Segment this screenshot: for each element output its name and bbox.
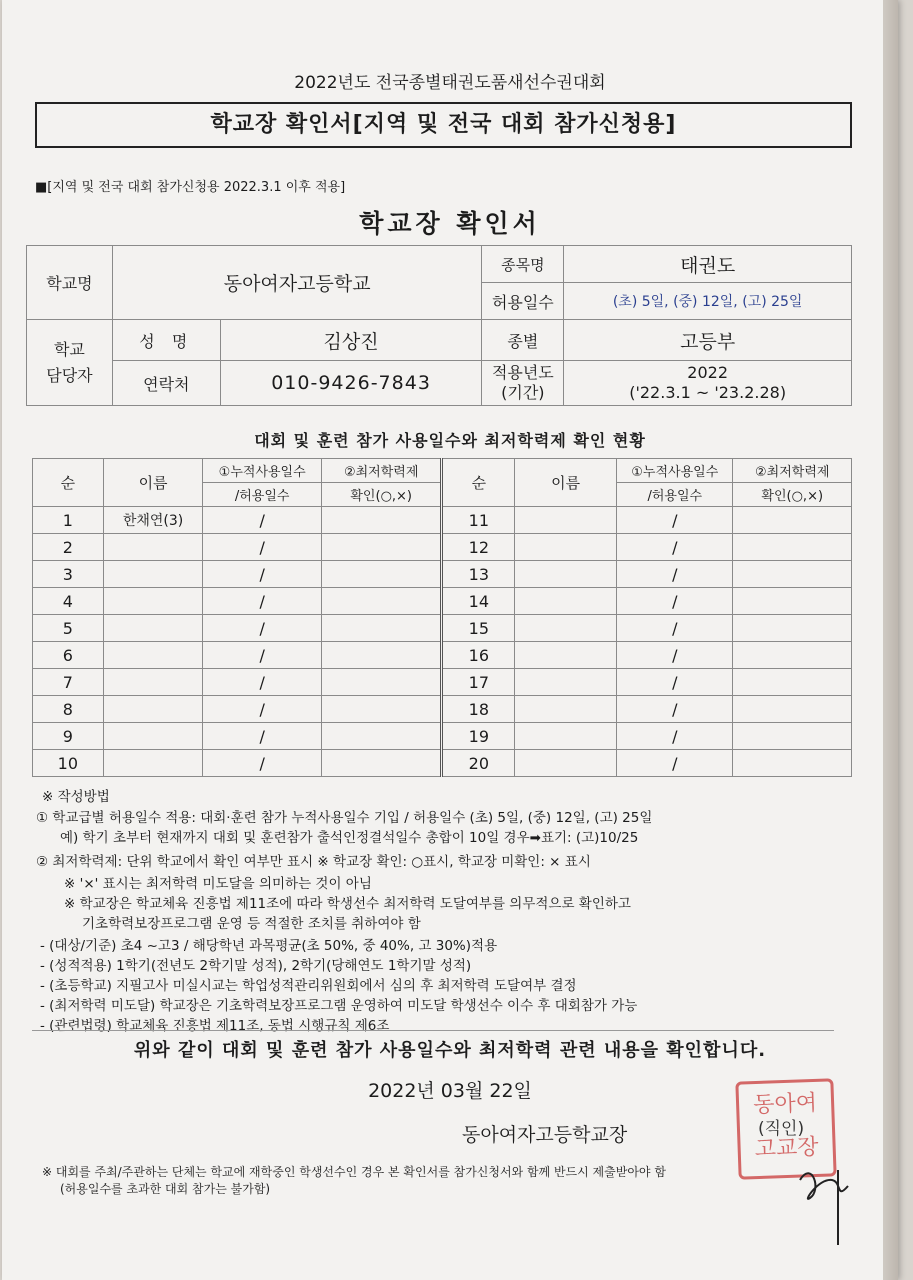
- row-min-left: [321, 534, 442, 561]
- division-label: 종별: [482, 320, 564, 361]
- row-min-right: [733, 723, 852, 750]
- row-name-right: [515, 561, 617, 588]
- guide-line-2: ② 최저학력제: 단위 학교에서 확인 여부만 표시 ※ 학교장 확인: ○표시, 학교장 미확인: × 표시: [36, 854, 591, 870]
- year-value-1: 2022: [687, 363, 728, 382]
- row-days-left: /: [203, 534, 321, 561]
- row-days-right: /: [617, 615, 733, 642]
- row-min-left: [321, 669, 442, 696]
- signature-icon: [792, 1150, 862, 1250]
- col-min-right-1: ②최저학력제: [733, 459, 852, 483]
- row-name-right: [515, 615, 617, 642]
- school-label: 학교명: [27, 246, 113, 320]
- col-no-right: 순: [442, 459, 515, 507]
- year-label: [482, 361, 564, 406]
- divider: [32, 1030, 834, 1031]
- row-days-left: /: [203, 669, 321, 696]
- main-title: 학교장 확인서: [359, 209, 541, 238]
- year-label-1: 적용년도: [491, 363, 554, 382]
- principal-name: 동아여자고등학교장: [462, 1124, 628, 1146]
- name-label: 성 명: [112, 320, 220, 361]
- row-min-right: [733, 507, 852, 534]
- row-no-right: 13: [442, 561, 515, 588]
- table-row: [33, 669, 852, 696]
- table-row: [33, 507, 852, 534]
- col-days-left-2: /허용일수: [203, 483, 321, 507]
- col-min-right-2: 확인(○,×): [733, 483, 852, 507]
- row-min-right: [733, 750, 852, 777]
- row-no-left: 9: [33, 723, 104, 750]
- row-min-right: [733, 615, 852, 642]
- guide-line-2c: 기초학력보장프로그램 운영 등 적절한 조치를 취하여야 함: [82, 916, 421, 932]
- col-min-left-2: 확인(○,×): [321, 483, 442, 507]
- row-days-left: /: [203, 750, 321, 777]
- row-no-right: 11: [442, 507, 515, 534]
- row-days-left: /: [203, 615, 321, 642]
- row-no-right: 14: [442, 588, 515, 615]
- row-name-left: [103, 642, 203, 669]
- row-no-right: 15: [442, 615, 515, 642]
- row-no-right: 18: [442, 696, 515, 723]
- participation-table: [32, 458, 852, 777]
- table-row: [33, 588, 852, 615]
- row-name-right: [515, 507, 617, 534]
- row-name-right: [515, 588, 617, 615]
- guide-line-2a: ※ '×' 표시는 최저학력 미도달을 의미하는 것이 아님: [64, 876, 372, 892]
- row-days-right: /: [617, 696, 733, 723]
- applicability-note: ■[지역 및 전국 대회 참가신청용 2022.3.1 이후 적용]: [35, 180, 346, 195]
- row-days-right: /: [617, 750, 733, 777]
- row-min-left: [321, 588, 442, 615]
- row-no-right: 17: [442, 669, 515, 696]
- row-no-right: 19: [442, 723, 515, 750]
- table-row: [33, 615, 852, 642]
- row-days-left: /: [203, 561, 321, 588]
- guide-line-2b: ※ 학교장은 학교체육 진흥법 제11조에 따라 학생선수 최저학력 도달여부를 의무적으로 확인하고: [64, 896, 631, 912]
- row-min-left: [321, 615, 442, 642]
- row-name-left: 한채연(3): [103, 507, 203, 534]
- row-name-left: [103, 561, 203, 588]
- row-min-right: [733, 588, 852, 615]
- row-min-left: [321, 696, 442, 723]
- manager-name: 김상진: [220, 320, 482, 361]
- document-page: [2, 0, 898, 1280]
- seal-text-2: 고교장: [754, 1134, 819, 1163]
- table-row: [33, 561, 852, 588]
- table-row: [33, 723, 852, 750]
- year-value-2: ('22.3.1 ~ '23.2.28): [629, 383, 787, 402]
- event-title: 2022년도 전국종별태권도품새선수권대회: [294, 73, 606, 93]
- row-no-left: 4: [33, 588, 104, 615]
- row-name-right: [515, 642, 617, 669]
- row-no-left: 10: [33, 750, 104, 777]
- row-days-left: /: [203, 507, 321, 534]
- row-no-right: 20: [442, 750, 515, 777]
- row-min-right: [733, 696, 852, 723]
- col-days-right-2: /허용일수: [617, 483, 733, 507]
- contact-value: 010-9426-7843: [220, 361, 482, 406]
- table-row: [33, 534, 852, 561]
- table-row: [33, 750, 852, 777]
- year-value: [564, 361, 852, 406]
- table-row: [33, 642, 852, 669]
- row-no-left: 7: [33, 669, 104, 696]
- guide-line-5: - (초등학교) 지필고사 미실시교는 학업성적관리위원회에서 심의 후 최저학력 도달여부 결정: [40, 978, 577, 994]
- row-name-left: [103, 588, 203, 615]
- manager-label: 학교 담당자: [27, 320, 113, 406]
- row-days-left: /: [203, 696, 321, 723]
- row-no-left: 5: [33, 615, 104, 642]
- row-name-right: [515, 750, 617, 777]
- row-name-right: [515, 669, 617, 696]
- row-days-left: /: [203, 723, 321, 750]
- row-days-left: /: [203, 588, 321, 615]
- row-min-left: [321, 750, 442, 777]
- guide-line-7: - (관련법령) 학교체육 진흥법 제11조, 동법 시행규칙 제6조: [40, 1018, 390, 1034]
- row-no-left: 3: [33, 561, 104, 588]
- row-name-left: [103, 696, 203, 723]
- sport-label: 종목명: [482, 246, 564, 283]
- section-title: 대회 및 훈련 참가 사용일수와 최저학력제 확인 현황: [254, 431, 646, 450]
- col-days-right-1: ①누적사용일수: [617, 459, 733, 483]
- row-days-right: /: [617, 507, 733, 534]
- issue-date: 2022년 03월 22일: [368, 1080, 532, 1102]
- row-name-left: [103, 615, 203, 642]
- row-days-left: /: [203, 642, 321, 669]
- footer-note-2: (허용일수를 초과한 대회 참가는 불가함): [60, 1182, 271, 1196]
- row-name-right: [515, 534, 617, 561]
- school-name: 동아여자고등학교: [112, 246, 482, 320]
- row-days-right: /: [617, 723, 733, 750]
- row-name-right: [515, 723, 617, 750]
- guide-heading: ※ 작성방법: [42, 789, 110, 805]
- guide-line-1b: 예) 학기 초부터 현재까지 대회 및 훈련참가 출석인정결석일수 총합이 10일 경우➡표기: (고)10/25: [60, 830, 639, 846]
- row-name-left: [103, 750, 203, 777]
- row-no-left: 6: [33, 642, 104, 669]
- seal-mark: (직인): [758, 1119, 805, 1139]
- col-no-left: 순: [33, 459, 104, 507]
- division-value: 고등부: [564, 320, 852, 361]
- row-days-right: /: [617, 534, 733, 561]
- guide-line-6: - (최저학력 미도달) 학교장은 기초학력보장프로그램 운영하여 미도달 학생선수 이수 후 대회참가 가능: [40, 998, 638, 1014]
- row-min-left: [321, 507, 442, 534]
- table-row: [33, 696, 852, 723]
- row-min-left: [321, 723, 442, 750]
- year-label-2: (기간): [501, 383, 545, 402]
- row-no-left: 8: [33, 696, 104, 723]
- document-title: 학교장 확인서[지역 및 전국 대회 참가신청용]: [35, 102, 852, 148]
- footer-note-1: ※ 대회를 주최/주관하는 단체는 학교에 재학중인 학생선수인 경우 본 확인서를 참가신청서와 함께 반드시 제출받아야 함: [42, 1165, 666, 1179]
- row-min-left: [321, 561, 442, 588]
- row-no-right: 12: [442, 534, 515, 561]
- row-days-right: /: [617, 669, 733, 696]
- row-no-right: 16: [442, 642, 515, 669]
- row-no-left: 1: [33, 507, 104, 534]
- row-min-left: [321, 642, 442, 669]
- row-days-right: /: [617, 588, 733, 615]
- guide-line-4: - (성적적용) 1학기(전년도 2학기말 성적), 2학기(당해연도 1학기말 성적): [40, 958, 472, 974]
- col-name-left: 이름: [103, 459, 203, 507]
- row-min-right: [733, 561, 852, 588]
- row-days-right: /: [617, 642, 733, 669]
- col-min-left-1: ②최저학력제: [321, 459, 442, 483]
- closing-statement: 위와 같이 대회 및 훈련 참가 사용일수와 최저학력 관련 내용을 확인합니다.: [133, 1040, 767, 1061]
- row-min-right: [733, 669, 852, 696]
- info-table: [26, 245, 852, 406]
- row-days-right: /: [617, 561, 733, 588]
- days-value: (초) 5일, (중) 12일, (고) 25일: [564, 283, 852, 320]
- seal-text-1: 동아여: [752, 1090, 818, 1119]
- guide-line-1: ① 학교급별 허용일수 적용: 대회·훈련 참가 누적사용일수 기입 / 허용일수 (초) 5일, (중) 12일, (고) 25일: [36, 810, 653, 826]
- sport-value: 태권도: [564, 246, 852, 283]
- col-name-right: 이름: [515, 459, 617, 507]
- guide-line-3: - (대상/기준) 초4 ~고3 / 해당학년 과목평균(초 50%, 중 40%, 고 30%)적용: [40, 938, 498, 954]
- row-min-right: [733, 642, 852, 669]
- row-name-left: [103, 723, 203, 750]
- contact-label: 연락처: [112, 361, 220, 406]
- days-label: 허용일수: [482, 283, 564, 320]
- col-days-left-1: ①누적사용일수: [203, 459, 321, 483]
- row-name-left: [103, 669, 203, 696]
- row-min-right: [733, 534, 852, 561]
- row-no-left: 2: [33, 534, 104, 561]
- row-name-right: [515, 696, 617, 723]
- row-name-left: [103, 534, 203, 561]
